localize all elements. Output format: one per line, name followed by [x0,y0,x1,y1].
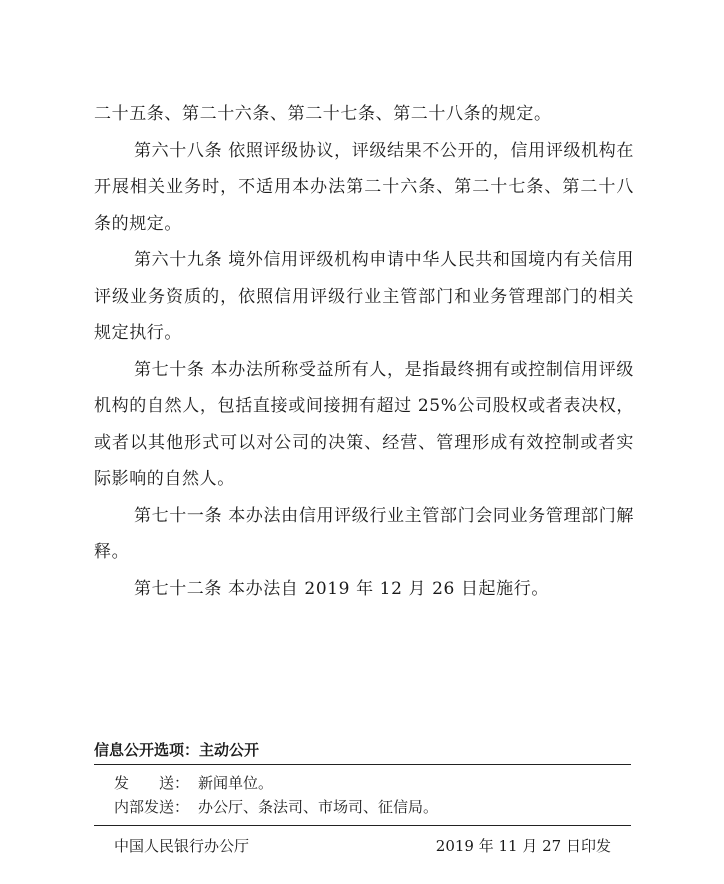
distribution-block [94,765,631,825]
article-69: 第六十九条 境外信用评级机构申请中华人民共和国境内有关信用评级业务资质的，依照信用评级行业主管部门和业务管理部门的相关规定执行。 [94,250,634,343]
issuer-row [94,826,631,862]
article-70: 第七十条 本办法所称受益所有人，是指最终拥有或控制信用评级机构的自然人，包括直接或间接拥有超过 25%公司股权或者表决权，或者以其他形式可以对公司的决策、经营、管理形成有效控制或者实际影响的自然人。 [94,359,634,489]
issuer-name: 中国人民银行办公厅 [114,837,250,855]
internal-send-row [114,795,631,819]
send-value: 新闻单位。 [198,774,274,792]
internal-send-value: 办公厅、条法司、市场司、征信局。 [198,798,439,816]
send-row [114,771,631,795]
disclosure-option: 信息公开选项：主动公开 [94,741,260,759]
paragraph-continuation: 二十五条、第二十六条、第二十七条、第二十八条的规定。 [94,104,552,124]
article-68: 第六十八条 依照评级协议，评级结果不公开的，信用评级机构在开展相关业务时，不适用本办法第二十六条、第二十七条、第二十八条的规定。 [94,140,634,234]
article-72: 第七十二条 本办法自 2019 年 12 月 26 日起施行。 [134,578,549,599]
document-body [94,96,634,607]
issue-date: 2019 年 11 月 27 日印发 [435,837,611,855]
document-footer [94,738,631,862]
send-label: 发 送： [114,774,190,792]
article-71: 第七十一条 本办法由信用评级行业主管部门会同业务管理部门解释。 [94,505,634,562]
internal-send-label: 内部发送： [114,798,190,816]
